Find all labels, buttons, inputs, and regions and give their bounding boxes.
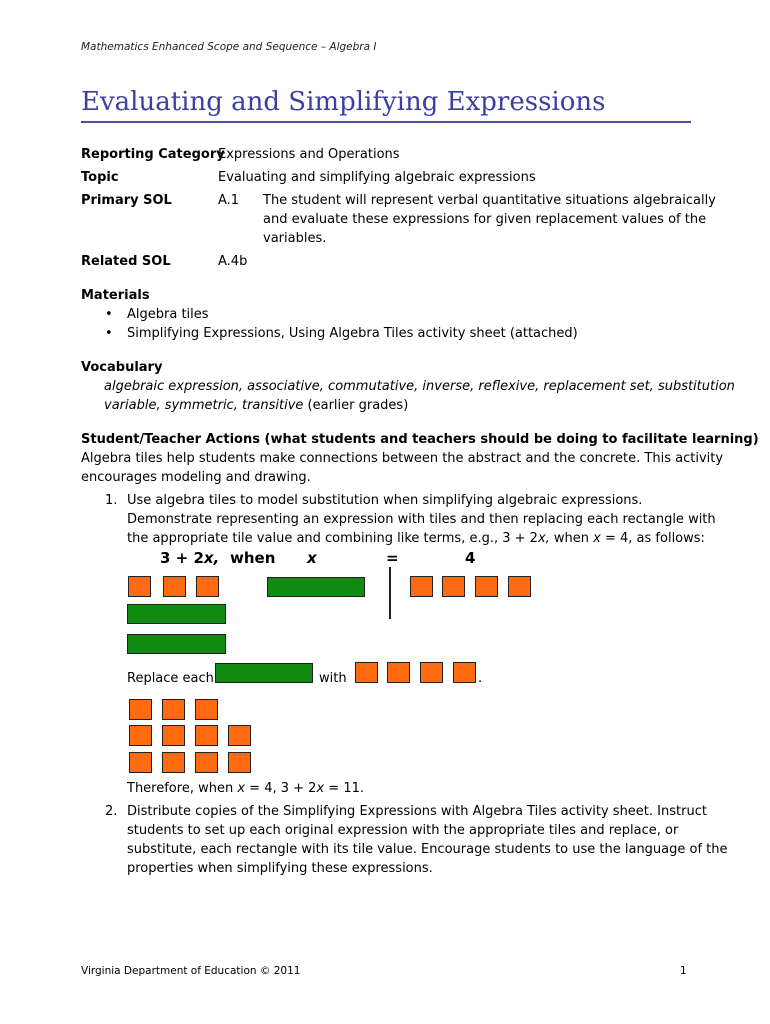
period: . <box>478 671 483 686</box>
unit-tile <box>129 752 152 773</box>
materials-item: Simplifying Expressions, Using Algebra Tiles activity sheet (attached) <box>127 326 578 341</box>
expression-text: 3 + 2 <box>160 549 204 567</box>
x-tile <box>127 634 226 654</box>
bullet-icon: • <box>105 307 113 322</box>
replace-each-label: Replace each <box>127 671 214 686</box>
equals-divider <box>389 567 391 619</box>
unit-tile <box>195 752 218 773</box>
step1-text: the appropriate tile value and combining like terms, e.g., 3 + 2 <box>127 531 538 546</box>
unit-tile <box>195 699 218 720</box>
therefore-text: = 4, 3 + 2 <box>245 781 317 796</box>
unit-tile <box>163 576 186 597</box>
with-label: with <box>319 671 347 686</box>
step2-number: 2. <box>105 804 118 819</box>
unit-tile <box>355 662 378 683</box>
primary-sol-line3: variables. <box>263 231 327 246</box>
step1-var: x, <box>537 531 550 546</box>
unit-tile <box>228 752 251 773</box>
bullet-icon: • <box>105 326 113 341</box>
step1-line3 <box>127 529 705 548</box>
therefore-var: x <box>237 781 246 796</box>
unit-tile <box>387 662 410 683</box>
page-title: Evaluating and Simplifying Expressions <box>81 87 606 117</box>
step1-var: x <box>593 531 601 546</box>
primary-sol-line1: The student will represent verbal quantitative situations algebraically <box>263 193 716 208</box>
unit-tile <box>195 725 218 746</box>
footer-copyright: Virginia Department of Education © 2011 <box>81 965 301 977</box>
topic-value: Evaluating and simplifying algebraic expressions <box>218 170 536 185</box>
x-tile <box>215 663 313 683</box>
actions-heading: Student/Teacher Actions (what students and teachers should be doing to facilitate learning) <box>81 432 759 447</box>
primary-sol-code: A.1 <box>218 193 240 208</box>
step1-line1: Use algebra tiles to model substitution when simplifying algebraic expressions. <box>127 493 643 508</box>
expression-var: x, <box>203 549 220 567</box>
unit-tile <box>129 725 152 746</box>
expression-equals: = <box>386 549 399 567</box>
unit-tile <box>453 662 476 683</box>
vocabulary-heading: Vocabulary <box>81 360 163 375</box>
therefore-text: = 11. <box>324 781 364 796</box>
topic-label: Topic <box>81 170 119 185</box>
step2-line3: substitute, each rectangle with its tile value. Encourage students to use the language of the <box>127 842 728 857</box>
actions-intro-line2: encourages modeling and drawing. <box>81 470 311 485</box>
step2-line1: Distribute copies of the Simplifying Expressions with Algebra Tiles activity sheet. Instruct <box>127 804 707 819</box>
vocabulary-line2 <box>104 396 408 415</box>
title-rule <box>81 121 691 123</box>
unit-tile <box>475 576 498 597</box>
step1-number: 1. <box>105 493 118 508</box>
unit-tile <box>196 576 219 597</box>
materials-heading: Materials <box>81 288 150 303</box>
therefore-var: x <box>316 781 325 796</box>
unit-tile <box>228 725 251 746</box>
x-tile <box>127 604 226 624</box>
x-tile <box>267 577 365 597</box>
expression-value: 4 <box>465 549 476 567</box>
unit-tile <box>162 725 185 746</box>
reporting-category-label: Reporting Category <box>81 147 225 162</box>
unit-tile <box>508 576 531 597</box>
related-sol-value: A.4b <box>218 254 248 269</box>
page-number: 1 <box>680 965 687 977</box>
expression-variable: x <box>307 549 317 567</box>
step1-text: when <box>549 531 594 546</box>
running-header: Mathematics Enhanced Scope and Sequence – Algebra I <box>81 41 377 53</box>
unit-tile <box>420 662 443 683</box>
vocabulary-terms: variable, symmetric, transitive <box>104 398 304 413</box>
vocabulary-note: (earlier grades) <box>303 398 409 413</box>
actions-intro-line1: Algebra tiles help students make connections between the abstract and the concrete. This activity <box>81 451 724 466</box>
unit-tile <box>128 576 151 597</box>
reporting-category-value: Expressions and Operations <box>218 147 400 162</box>
related-sol-label: Related SOL <box>81 254 171 269</box>
expression-when: when <box>230 549 276 567</box>
unit-tile <box>162 699 185 720</box>
vocabulary-line1: algebraic expression, associative, commutative, inverse, reflexive, replacement set, substitution <box>104 379 735 394</box>
therefore-line <box>127 779 364 798</box>
step1-line2: Demonstrate representing an expression with tiles and then replacing each rectangle with <box>127 512 716 527</box>
unit-tile <box>410 576 433 597</box>
step2-line4: properties when simplifying these expressions. <box>127 861 433 876</box>
expression <box>160 549 219 568</box>
step1-text: = 4, as follows: <box>600 531 705 546</box>
primary-sol-label: Primary SOL <box>81 193 172 208</box>
unit-tile <box>129 699 152 720</box>
unit-tile <box>442 576 465 597</box>
primary-sol-line2: and evaluate these expressions for given replacement values of the <box>263 212 707 227</box>
materials-item: Algebra tiles <box>127 307 209 322</box>
step2-line2: students to set up each original expression with the appropriate tiles and replace, or <box>127 823 679 838</box>
therefore-text: Therefore, when <box>127 781 238 796</box>
unit-tile <box>162 752 185 773</box>
